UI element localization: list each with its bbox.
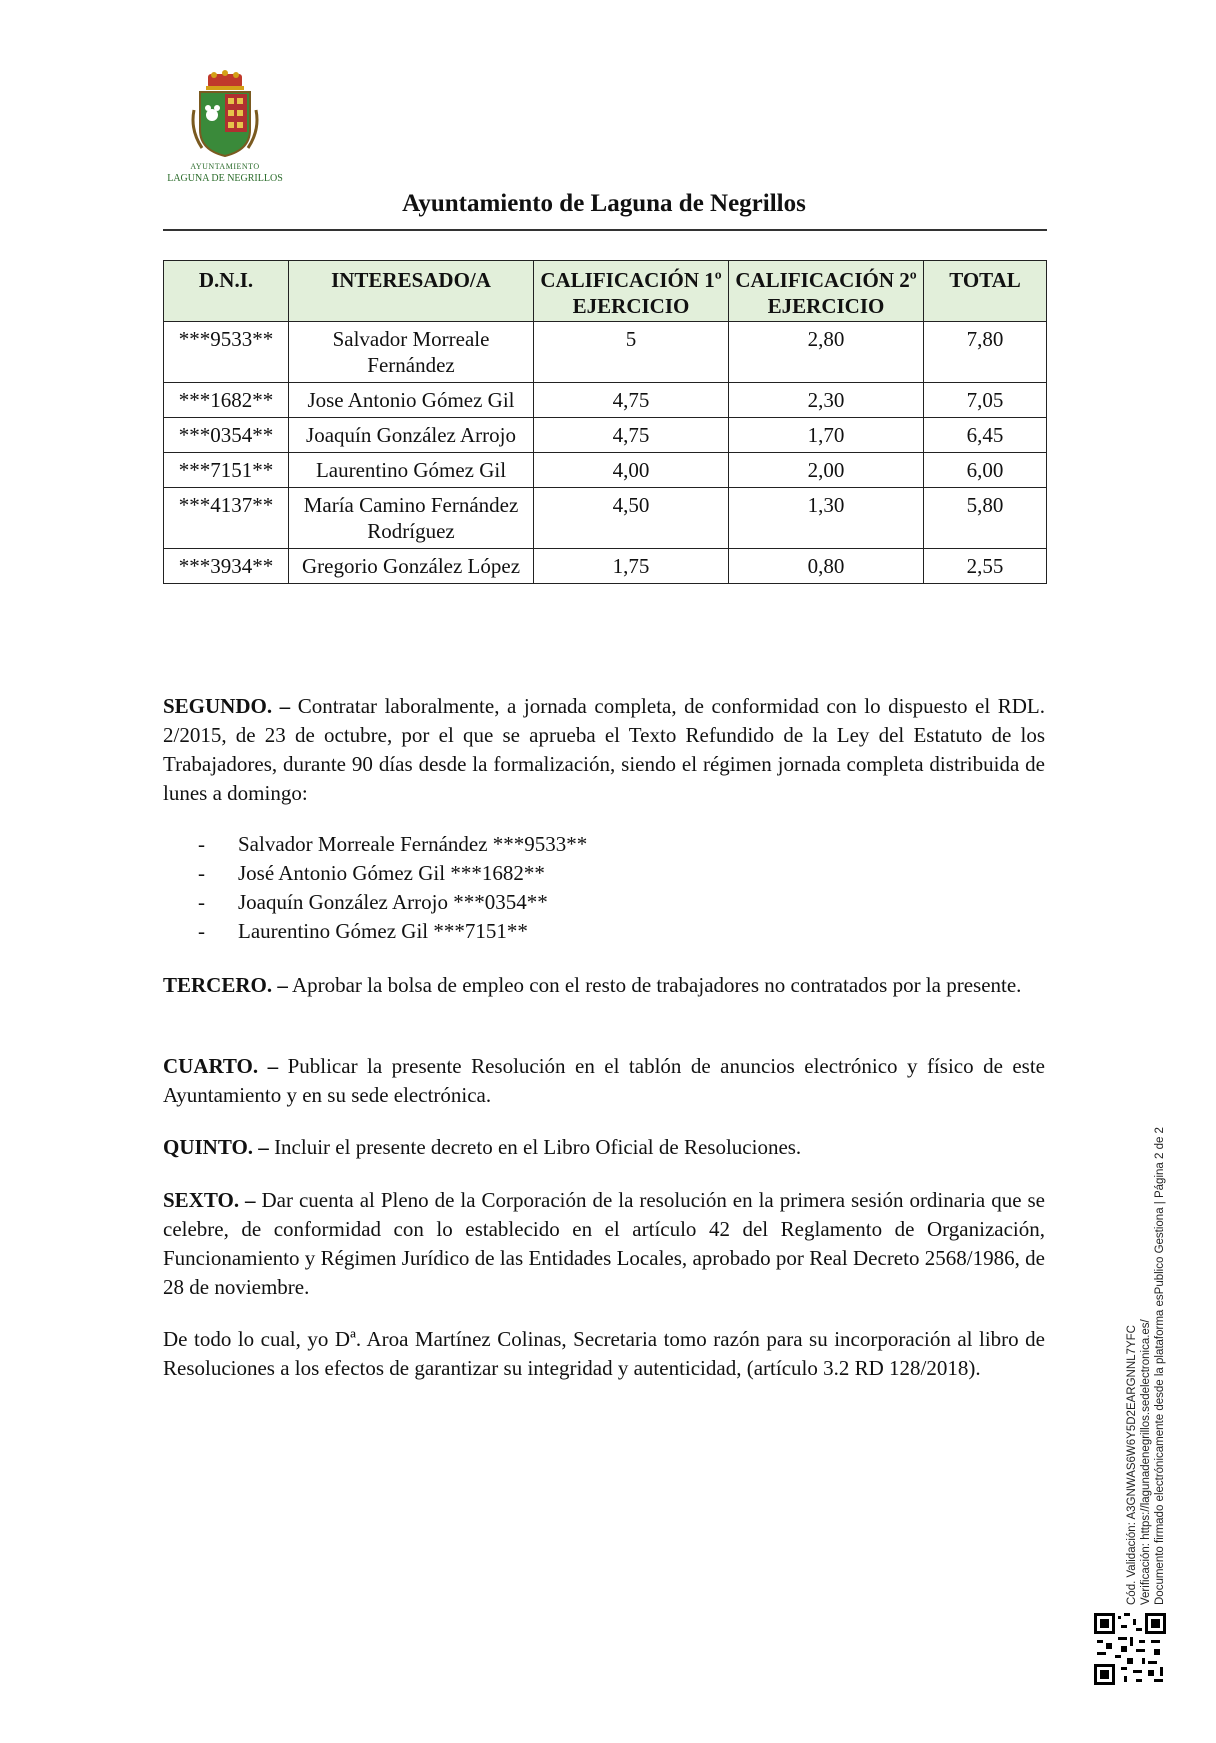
cell-score-1: 5: [534, 322, 729, 383]
cell-total: 7,05: [924, 383, 1047, 418]
list-dash: -: [198, 832, 205, 856]
cuarto-label: CUARTO. –: [163, 1054, 279, 1078]
signature-notice: Documento firmado electrónicamente desde la plataforma esPublico Gestiona | Página 2 de 2: [1154, 1127, 1166, 1605]
header-interesado: INTERESADO/A: [289, 261, 534, 322]
paragraph-closing: [163, 1325, 1045, 1383]
list-dash: -: [198, 919, 205, 943]
list-item-text: Joaquín González Arrojo ***0354**: [238, 890, 548, 914]
qr-code-icon: [1094, 1613, 1166, 1685]
cell-score-2: 0,80: [729, 549, 924, 584]
cell-dni: ***7151**: [164, 453, 289, 488]
list-item: [198, 917, 898, 946]
table-row: [164, 322, 1047, 383]
table-row: [164, 383, 1047, 418]
cell-name: Laurentino Gómez Gil: [289, 453, 534, 488]
sexto-text: Dar cuenta al Pleno de la Corporación de la resolución en la primera sesión ordinaria que se celebre, de conformidad con lo establecido en el artículo 42 del Reglamento de Organización, Funcionamiento y Régimen Jurídico de las Entidades Locales, aprobado por Real Decreto 2568/1986, de 28 de noviembre.: [163, 1188, 1045, 1299]
cell-dni: ***9533**: [164, 322, 289, 383]
cell-score-2: 2,30: [729, 383, 924, 418]
list-item-text: Laurentino Gómez Gil ***7151**: [238, 919, 528, 943]
list-item: [198, 888, 898, 917]
cell-dni: ***0354**: [164, 418, 289, 453]
paragraph-cuarto: [163, 1052, 1045, 1110]
cell-score-1: 4,00: [534, 453, 729, 488]
table-header-row: [164, 261, 1047, 322]
cell-score-1: 4,50: [534, 488, 729, 549]
quinto-text: Incluir el presente decreto en el Libro Oficial de Resoluciones.: [274, 1135, 802, 1159]
cell-total: 6,00: [924, 453, 1047, 488]
contracted-workers-list: [198, 830, 898, 946]
table-row: [164, 549, 1047, 584]
header-dni: D.N.I.: [164, 261, 289, 322]
list-item: [198, 859, 898, 888]
cell-name: Joaquín González Arrojo: [289, 418, 534, 453]
list-item-text: Salvador Morreale Fernández ***9533**: [238, 832, 588, 856]
cell-score-1: 4,75: [534, 418, 729, 453]
validation-sidebar: [1125, 1085, 1167, 1605]
tercero-label: TERCERO. –: [163, 973, 288, 997]
logo-caption-top: AYUNTAMIENTO: [190, 162, 260, 171]
cell-score-2: 2,00: [729, 453, 924, 488]
segundo-label: SEGUNDO. –: [163, 694, 291, 718]
list-dash: -: [198, 861, 205, 885]
page-title: Ayuntamiento de Laguna de Negrillos: [402, 190, 806, 217]
list-item-text: José Antonio Gómez Gil ***1682**: [238, 861, 545, 885]
cell-total: 5,80: [924, 488, 1047, 549]
cell-total: 7,80: [924, 322, 1047, 383]
cell-name: María Camino Fernández Rodríguez: [289, 488, 534, 549]
cell-score-2: 1,70: [729, 418, 924, 453]
paragraph-tercero: [163, 971, 1045, 1000]
cell-name: Jose Antonio Gómez Gil: [289, 383, 534, 418]
header-total: TOTAL: [924, 261, 1047, 322]
validation-code: Cód. Validación: A3GNWAS6W6Y5D2EARGNNL7YFC: [1126, 1325, 1138, 1605]
list-item: [198, 830, 898, 859]
cell-name: Gregorio González López: [289, 549, 534, 584]
paragraph-segundo: [163, 692, 1045, 808]
header-calificacion-2: CALIFICACIÓN 2º EJERCICIO: [729, 261, 924, 322]
closing-text: De todo lo cual, yo Dª. Aroa Martínez Colinas, Secretaria tomo razón para su incorporación al libro de Resoluciones a los efectos de garantizar su integridad y autenticidad, (artículo 3.2 RD 128/2018).: [163, 1327, 1045, 1380]
coat-of-arms-icon: [190, 70, 260, 160]
table-row: [164, 488, 1047, 549]
paragraph-sexto: [163, 1186, 1045, 1302]
qr-code-graphic: [1094, 1613, 1166, 1685]
header-calificacion-1: CALIFICACIÓN 1º EJERCICIO: [534, 261, 729, 322]
cell-score-2: 1,30: [729, 488, 924, 549]
table-row: [164, 453, 1047, 488]
cell-dni: ***3934**: [164, 549, 289, 584]
sexto-label: SEXTO. –: [163, 1188, 256, 1212]
cell-dni: ***4137**: [164, 488, 289, 549]
cell-dni: ***1682**: [164, 383, 289, 418]
table-row: [164, 418, 1047, 453]
paragraph-quinto: [163, 1133, 1045, 1162]
verification-url[interactable]: Verificación: https://lagunadenegrillos.sedelectronica.es/: [1140, 1319, 1152, 1605]
list-dash: -: [198, 890, 205, 914]
municipal-coat-of-arms-logo: [160, 70, 290, 190]
segundo-text: Contratar laboralmente, a jornada completa, de conformidad con lo dispuesto el RDL. 2/2015, de 23 de octubre, por el que se aprueba el Texto Refundido de la Ley del Estatuto de los Trabajadores, durante 90 días desde la formalización, siendo el régimen jornada completa distribuida de lunes a domingo:: [163, 694, 1046, 805]
cell-total: 6,45: [924, 418, 1047, 453]
results-table: [163, 260, 1047, 584]
tercero-text: Aprobar la bolsa de empleo con el resto de trabajadores no contratados por la presente.: [291, 973, 1022, 997]
cell-total: 2,55: [924, 549, 1047, 584]
cell-score-1: 4,75: [534, 383, 729, 418]
cell-name: Salvador Morreale Fernández: [289, 322, 534, 383]
cell-score-1: 1,75: [534, 549, 729, 584]
quinto-label: QUINTO. –: [163, 1135, 269, 1159]
header-divider: [163, 229, 1047, 231]
cuarto-text: Publicar la presente Resolución en el tablón de anuncios electrónico y físico de este Ayuntamiento y en su sede electrónica.: [163, 1054, 1046, 1107]
logo-caption-bottom: LAGUNA DE NEGRILLOS: [167, 173, 283, 184]
cell-score-2: 2,80: [729, 322, 924, 383]
